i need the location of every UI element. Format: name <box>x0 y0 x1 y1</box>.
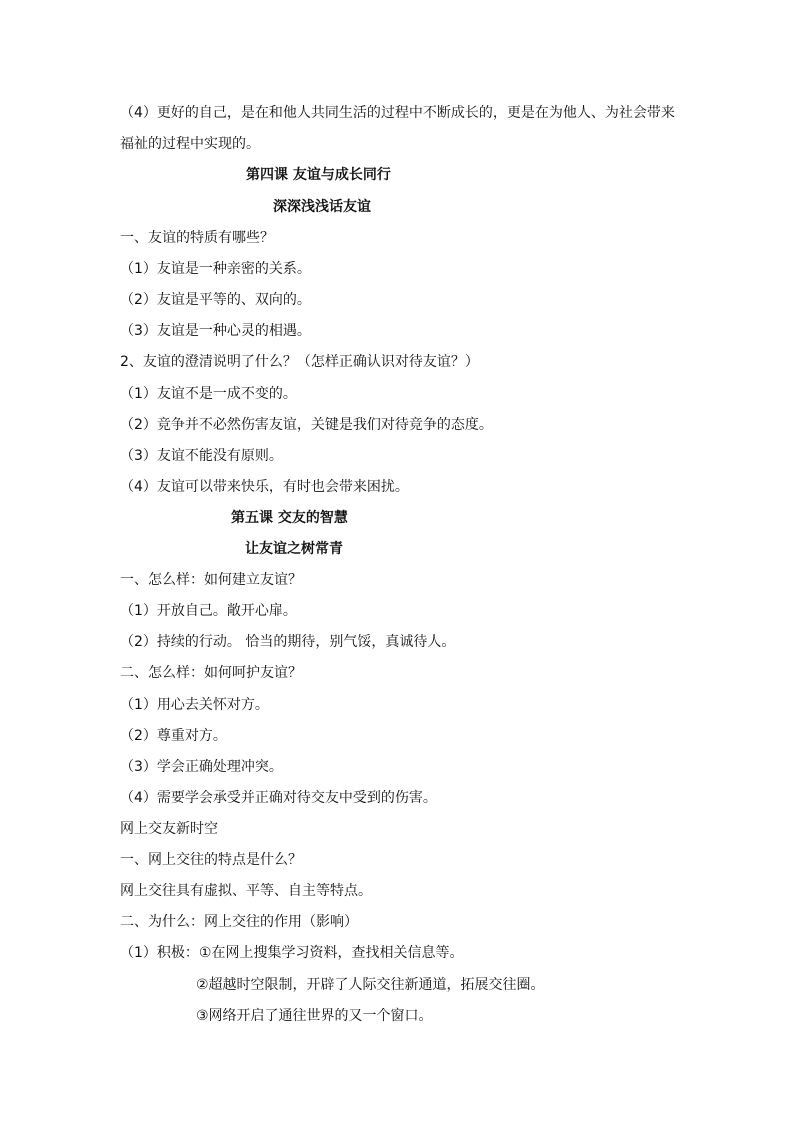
paragraph-line: 福祉的过程中实现的。 <box>120 136 260 152</box>
answer-line: （3）学会正确处理冲突。 <box>120 759 283 775</box>
answer-line: 网上交往具有虚拟、平等、自主等特点。 <box>120 883 372 899</box>
answer-line: （1）积极：①在网上搜集学习资料，查找相关信息等。 <box>120 945 464 961</box>
answer-line: （3）友谊是一种心灵的相遇。 <box>120 323 311 339</box>
question-heading: 二、为什么：网上交往的作用（影响） <box>120 914 358 930</box>
lesson-title: 第五课 交友的智慧 <box>231 510 348 526</box>
question-heading: 二、怎么样：如何呵护友谊？ <box>120 665 302 681</box>
answer-line: （1）友谊不是一成不变的。 <box>120 386 297 402</box>
answer-line: （3）友谊不能没有原则。 <box>120 448 283 464</box>
answer-line: （2）尊重对方。 <box>120 728 227 744</box>
answer-line: （2）友谊是平等的、双向的。 <box>120 292 311 308</box>
answer-line: ②超越时空限制，开辟了人际交往新通道，拓展交往圈。 <box>196 977 545 993</box>
section-subtitle: 让友谊之树常青 <box>245 541 343 557</box>
answer-line: （2）竞争并不必然伤害友谊，关键是我们对待竞争的态度。 <box>120 417 493 433</box>
answer-line: ③网络开启了通往世界的又一个窗口。 <box>196 1008 433 1024</box>
question-heading: 一、怎么样：如何建立友谊？ <box>120 572 302 588</box>
lesson-title: 第四课 友谊与成长同行 <box>246 167 391 183</box>
answer-line: （2）持续的行动。 恰当的期待，别气馁，真诚待人。 <box>120 634 456 650</box>
question-heading: 一、网上交往的特点是什么？ <box>120 852 302 868</box>
answer-line: （1）用心去关怀对方。 <box>120 697 269 713</box>
question-heading: 一、友谊的特质有哪些？ <box>120 230 274 246</box>
answer-line: （4）需要学会承受并正确对待交友中受到的伤害。 <box>120 790 437 806</box>
question-heading: 2、友谊的澄清说明了什么？（怎样正确认识对待友谊？） <box>120 354 479 370</box>
answer-line: （1）友谊是一种亲密的关系。 <box>120 261 311 277</box>
section-subtitle: 深深浅浅话友谊 <box>273 199 371 215</box>
answer-line: （4）友谊可以带来快乐，有时也会带来困扰。 <box>120 479 409 495</box>
paragraph-line: （4）更好的自己，是在和他人共同生活的过程中不断成长的，更是在为他人、为社会带来 <box>120 105 675 121</box>
section-title: 网上交友新时空 <box>120 821 218 837</box>
answer-line: （1）开放自己。敞开心扉。 <box>120 603 297 619</box>
